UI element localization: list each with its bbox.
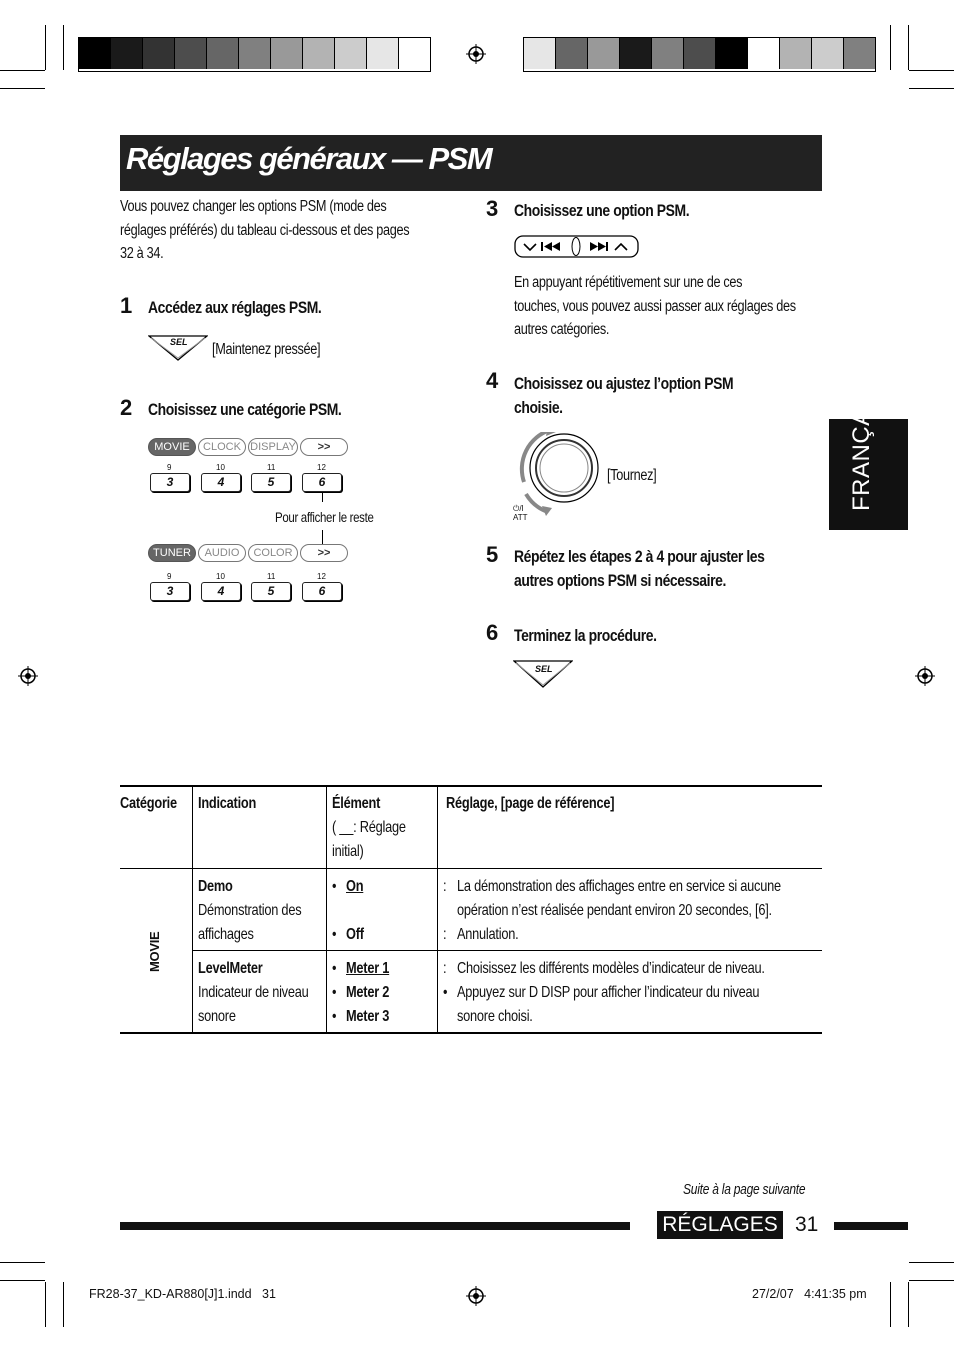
desc-line: touches, vous pouvez aussi passer aux réglages des: [514, 297, 796, 315]
color-swatch: [748, 38, 780, 69]
table-rule: [437, 787, 438, 1032]
setting-text: sonore choisi.: [457, 1008, 533, 1025]
bullet: •: [332, 984, 337, 1001]
bullet: •: [332, 878, 337, 895]
connector-line: [322, 530, 323, 544]
step-text: Répétez les étapes 2 à 4 pour ajuster les: [514, 547, 765, 566]
color-swatch: [684, 38, 716, 69]
element-option: Meter 3: [346, 1008, 390, 1025]
color-swatch: [143, 38, 175, 69]
pill-next[interactable]: >>: [300, 438, 348, 456]
category-label: MOVIE: [147, 931, 162, 972]
color-swatch: [556, 38, 588, 69]
setting-text: opération n’est réalisée pendant environ 20 secondes, [6].: [457, 902, 772, 919]
colon: :: [443, 960, 447, 977]
color-swatch: [780, 38, 812, 69]
color-swatch: [399, 38, 430, 69]
color-swatch: [111, 38, 143, 69]
color-swatch-strip-right: [523, 37, 876, 72]
sel-button-label: SEL: [170, 337, 188, 347]
crop-mark: [0, 88, 45, 89]
table-rule: [192, 787, 193, 1032]
step-number: 3: [486, 196, 499, 221]
crop-mark: [909, 70, 954, 71]
element-option: Off: [346, 926, 364, 943]
desc-line: En appuyant répétitivement sur une de ces: [514, 274, 743, 291]
pill-tuner[interactable]: TUNER: [148, 544, 196, 562]
color-swatch: [524, 38, 556, 69]
pill-clock[interactable]: CLOCK: [198, 438, 246, 456]
pill-movie[interactable]: MOVIE: [148, 438, 196, 456]
step-text: autres options PSM si nécessaire.: [514, 571, 726, 590]
bullet: •: [332, 926, 337, 943]
color-swatch: [79, 38, 111, 69]
intro-line: réglages préférés) du tableau ci-dessous et des pages: [120, 221, 410, 239]
indication-desc: Démonstration des: [198, 902, 302, 919]
language-tab-label: FRANÇAIS: [848, 385, 875, 511]
step-text: Choisissez une catégorie PSM.: [148, 400, 342, 419]
pill-audio[interactable]: AUDIO: [198, 544, 246, 562]
step-number: 4: [486, 368, 499, 393]
element-option: Meter 2: [346, 984, 390, 1001]
colon: :: [443, 878, 447, 895]
crop-mark: [909, 1262, 954, 1263]
crop-mark: [0, 1262, 45, 1263]
color-swatch: [175, 38, 207, 69]
knob-label: ATT: [513, 513, 528, 522]
registration-mark-icon: [466, 44, 486, 64]
page-number: 31: [795, 1213, 819, 1236]
connector-line: [322, 492, 323, 502]
crop-mark: [909, 88, 954, 89]
control-dial-icon[interactable]: [512, 432, 602, 522]
key-number: 12: [317, 572, 326, 581]
sel-button[interactable]: [148, 335, 208, 361]
key-number: 11: [267, 572, 276, 581]
step-text: Choisissez ou ajustez l’option PSM: [514, 374, 734, 393]
color-swatch: [303, 38, 335, 69]
colon: :: [443, 926, 447, 943]
crop-mark: [0, 1280, 45, 1281]
color-swatch: [335, 38, 367, 69]
sel-button[interactable]: [513, 660, 573, 688]
header-element: Élément: [332, 795, 381, 812]
pill-next[interactable]: >>: [300, 544, 348, 562]
seek-buttons-icon[interactable]: [514, 235, 639, 259]
color-swatch-strip-left: [78, 37, 431, 72]
file-info: FR28-37_KD-AR880[J]1.indd 31: [89, 1287, 276, 1301]
intro-line: Vous pouvez changer les options PSM (mode des: [120, 198, 387, 215]
header-category: Catégorie: [120, 795, 177, 812]
preset-key-6[interactable]: 6: [302, 473, 342, 492]
color-swatch: [239, 38, 271, 69]
color-swatch: [588, 38, 620, 69]
crop-mark: [45, 25, 46, 70]
date-info: 27/2/07 4:41:35 pm: [752, 1287, 867, 1301]
preset-key-6[interactable]: 6: [302, 582, 342, 601]
header-element-note: initial): [332, 843, 364, 860]
step-number: 2: [120, 395, 133, 420]
step-number: 6: [486, 620, 499, 645]
table-rule: [120, 785, 822, 787]
title-bar: [120, 135, 822, 191]
setting-text: Annulation.: [457, 926, 519, 943]
bullet: •: [332, 960, 337, 977]
indication-desc: sonore: [198, 1008, 236, 1025]
element-option: On: [346, 878, 364, 895]
table-rule: [120, 1032, 822, 1034]
indication-desc: affichages: [198, 926, 254, 943]
step-text: Terminez la procédure.: [514, 626, 657, 645]
color-swatch: [367, 38, 399, 69]
bullet: •: [332, 1008, 337, 1025]
crop-mark: [890, 25, 891, 70]
hold-note: [Maintenez pressée]: [212, 341, 321, 358]
bullet: •: [443, 984, 448, 1001]
crop-mark: [909, 1280, 954, 1281]
setting-text: Choisissez les différents modèles d’indicateur de niveau.: [457, 960, 765, 977]
header-element-note: ( __: Réglage: [332, 819, 406, 836]
more-note: Pour afficher le reste: [275, 509, 374, 525]
preset-key-5[interactable]: 5: [251, 473, 291, 492]
color-swatch: [812, 38, 844, 69]
indication-title: Demo: [198, 878, 233, 895]
step-text: choisie.: [514, 398, 563, 417]
key-number: 10: [216, 572, 225, 581]
language-tab: [829, 385, 908, 530]
crop-mark: [908, 1282, 909, 1327]
key-number: 12: [317, 463, 326, 472]
indication-desc: Indicateur de niveau: [198, 984, 309, 1001]
step3-description: [514, 271, 796, 342]
continue-note: Suite à la page suivante: [683, 1181, 806, 1198]
preset-key-4[interactable]: 4: [201, 473, 241, 492]
crop-mark: [45, 1282, 46, 1327]
indication-title: LevelMeter: [198, 960, 263, 977]
key-number: 9: [167, 463, 172, 472]
step-text: Choisissez une option PSM.: [514, 201, 690, 220]
color-swatch: [652, 38, 684, 69]
preset-key-3[interactable]: 3: [150, 473, 190, 492]
color-swatch: [207, 38, 239, 69]
page-title: Réglages généraux — PSM: [126, 141, 492, 176]
sel-button-label: SEL: [535, 664, 553, 674]
pill-color[interactable]: COLOR: [248, 544, 298, 562]
color-swatch: [620, 38, 652, 69]
header-indication: Indication: [198, 795, 257, 812]
step-number: 1: [120, 293, 133, 318]
turn-note: [Tournez]: [607, 467, 657, 484]
registration-mark-icon: [915, 666, 935, 686]
footer-bar: [834, 1222, 908, 1230]
header-setting: Réglage, [page de référence]: [446, 795, 615, 812]
table-rule: [326, 787, 327, 1032]
key-number: 9: [167, 572, 172, 581]
crop-mark: [890, 1282, 891, 1327]
key-number: 11: [267, 463, 276, 472]
table-rule: [193, 950, 822, 951]
color-swatch: [716, 38, 748, 69]
key-number: 10: [216, 463, 225, 472]
setting-text: Appuyez sur D DISP pour afficher l’indicateur du niveau: [457, 984, 760, 1001]
pill-display[interactable]: DISPLAY: [248, 438, 298, 456]
intro-line: 32 à 34.: [120, 245, 164, 262]
step-number: 5: [486, 542, 499, 567]
crop-mark: [63, 1282, 64, 1327]
knob-label: ⏻/I: [513, 504, 524, 513]
registration-mark-icon: [466, 1286, 486, 1306]
crop-mark: [0, 70, 45, 71]
footer-bar: [120, 1222, 630, 1230]
section-label: RÉGLAGES: [657, 1211, 783, 1239]
color-swatch: [271, 38, 303, 69]
intro-text: [120, 195, 409, 266]
preset-key-5[interactable]: 5: [251, 582, 291, 601]
element-option: Meter 1: [346, 960, 390, 977]
setting-text: La démonstration des affichages entre en service si aucune: [457, 878, 781, 895]
table-rule: [120, 868, 822, 869]
preset-key-3[interactable]: 3: [150, 582, 190, 601]
step-text: Accédez aux réglages PSM.: [148, 298, 322, 317]
crop-mark: [63, 25, 64, 70]
registration-mark-icon: [18, 666, 38, 686]
color-swatch: [844, 38, 875, 69]
crop-mark: [908, 25, 909, 70]
preset-key-4[interactable]: 4: [201, 582, 241, 601]
desc-line: autres catégories.: [514, 321, 610, 338]
